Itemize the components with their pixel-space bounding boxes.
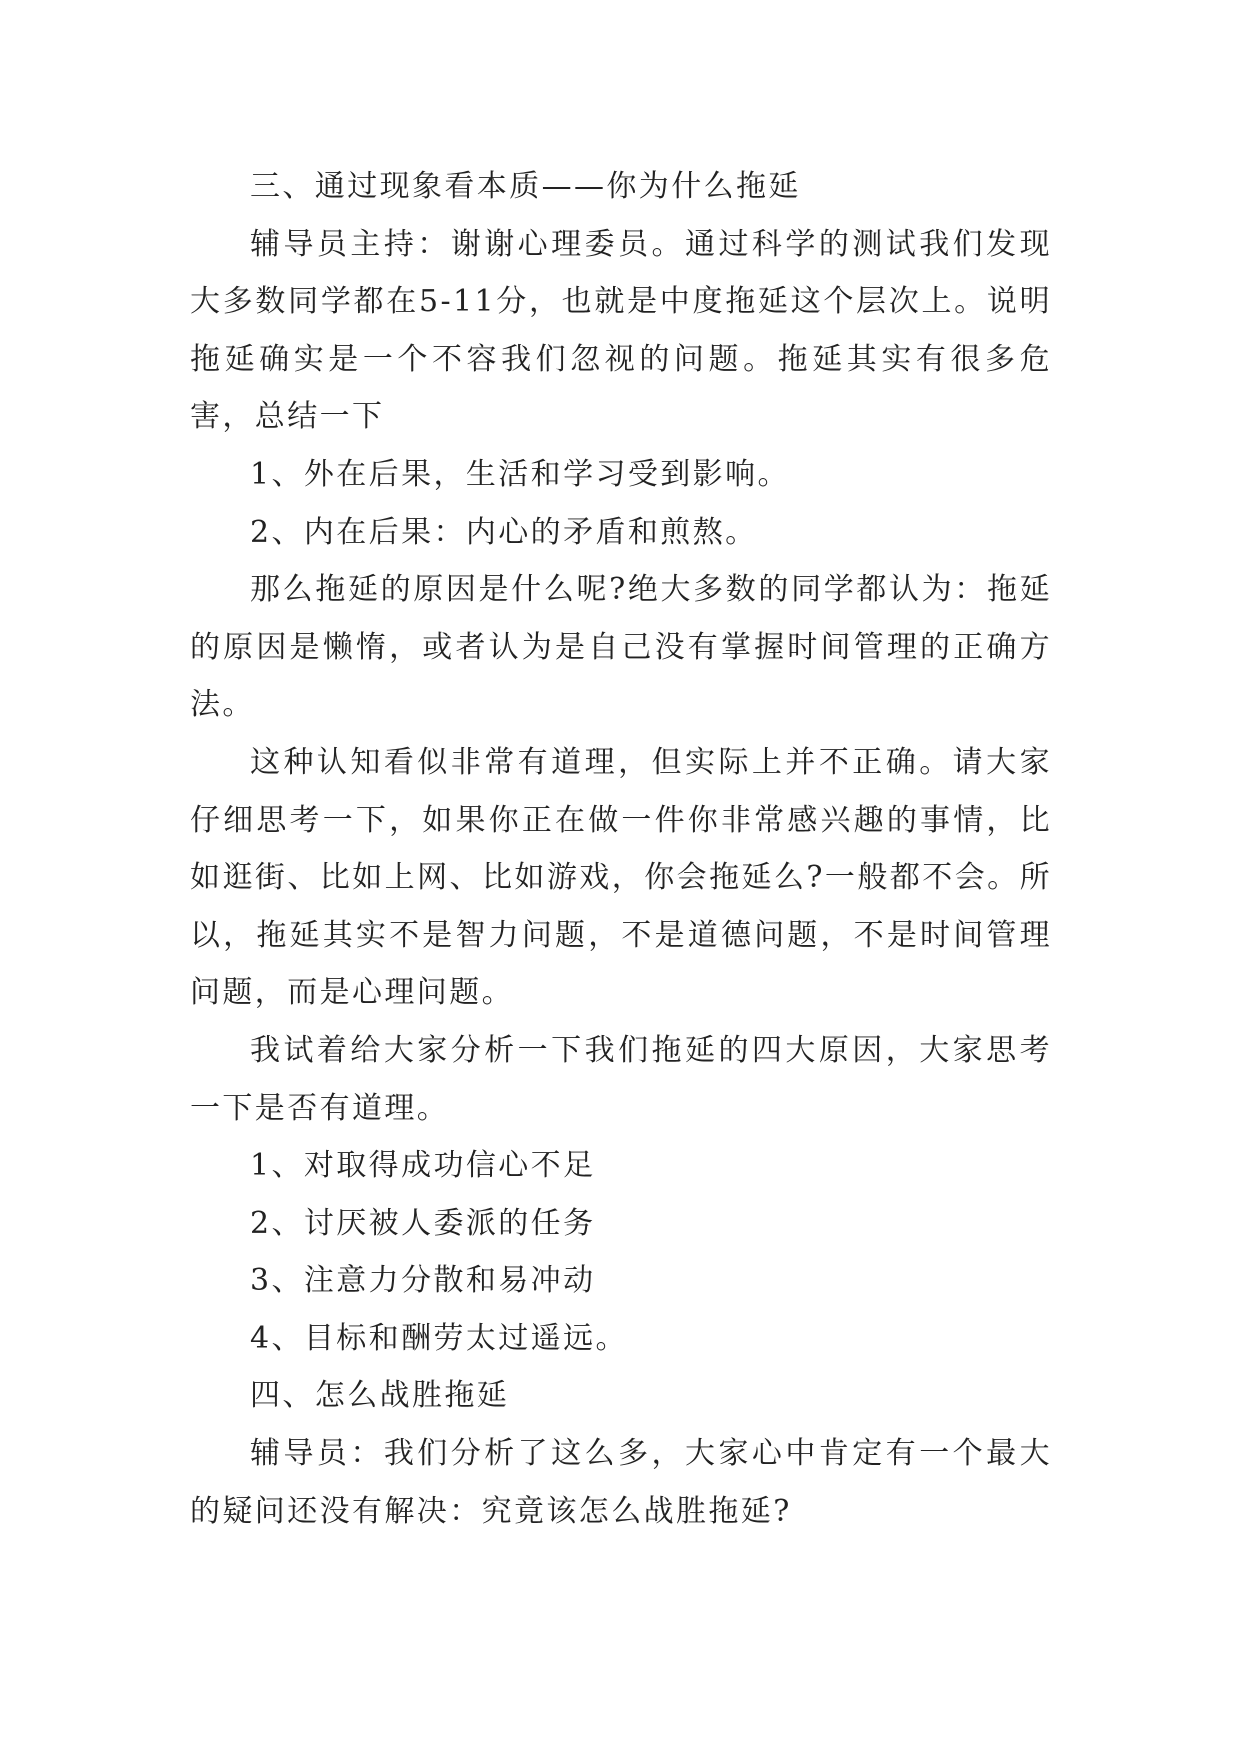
paragraph-counselor-question: 辅导员：我们分析了这么多，大家心中肯定有一个最大的疑问还没有解决：究竟该怎么战胜拖延?	[190, 1436, 1052, 1529]
list-item-cause-4: 4、目标和酬劳太过遥远。	[250, 1320, 628, 1356]
section-heading-4: 四、怎么战胜拖延	[250, 1378, 510, 1414]
section-heading-3: 三、通过现象看本质——你为什么拖延	[250, 169, 801, 204]
list-item-external-consequence: 1、外在后果，生活和学习受到影响。	[250, 456, 790, 492]
list-item-cause-2: 2、讨厌被人委派的任务	[250, 1205, 596, 1241]
document-body	[190, 158, 1052, 1540]
paragraph-four-causes: 我试着给大家分析一下我们拖延的四大原因，大家思考一下是否有道理。	[190, 1032, 1052, 1126]
paragraph-cognition: 这种认知看似非常有道理，但实际上并不正确。请大家仔细思考一下，如果你正在做一件你非常感兴趣的事情，比如逛街、比如上网、比如游戏，你会拖延么?一般都不会。所以，拖延其实不是智力问题，不是道德问题，不是时间管理问题，而是心理问题。	[190, 744, 1052, 1011]
list-item-internal-consequence: 2、内在后果：内心的矛盾和煎熬。	[250, 514, 758, 550]
list-item-cause-3: 3、注意力分散和易冲动	[250, 1263, 596, 1299]
list-item-cause-1: 1、对取得成功信心不足	[250, 1148, 596, 1184]
paragraph-cause-question: 那么拖延的原因是什么呢?绝大多数的同学都认为：拖延的原因是懒惰，或者认为是自己没有掌握时间管理的正确方法。	[190, 572, 1052, 723]
paragraph-counselor-intro: 辅导员主持：谢谢心理委员。通过科学的测试我们发现大多数同学都在5-11分，也就是中度拖延这个层次上。说明拖延确实是一个不容我们忽视的问题。拖延其实有很多危害，总结一下	[190, 226, 1052, 435]
